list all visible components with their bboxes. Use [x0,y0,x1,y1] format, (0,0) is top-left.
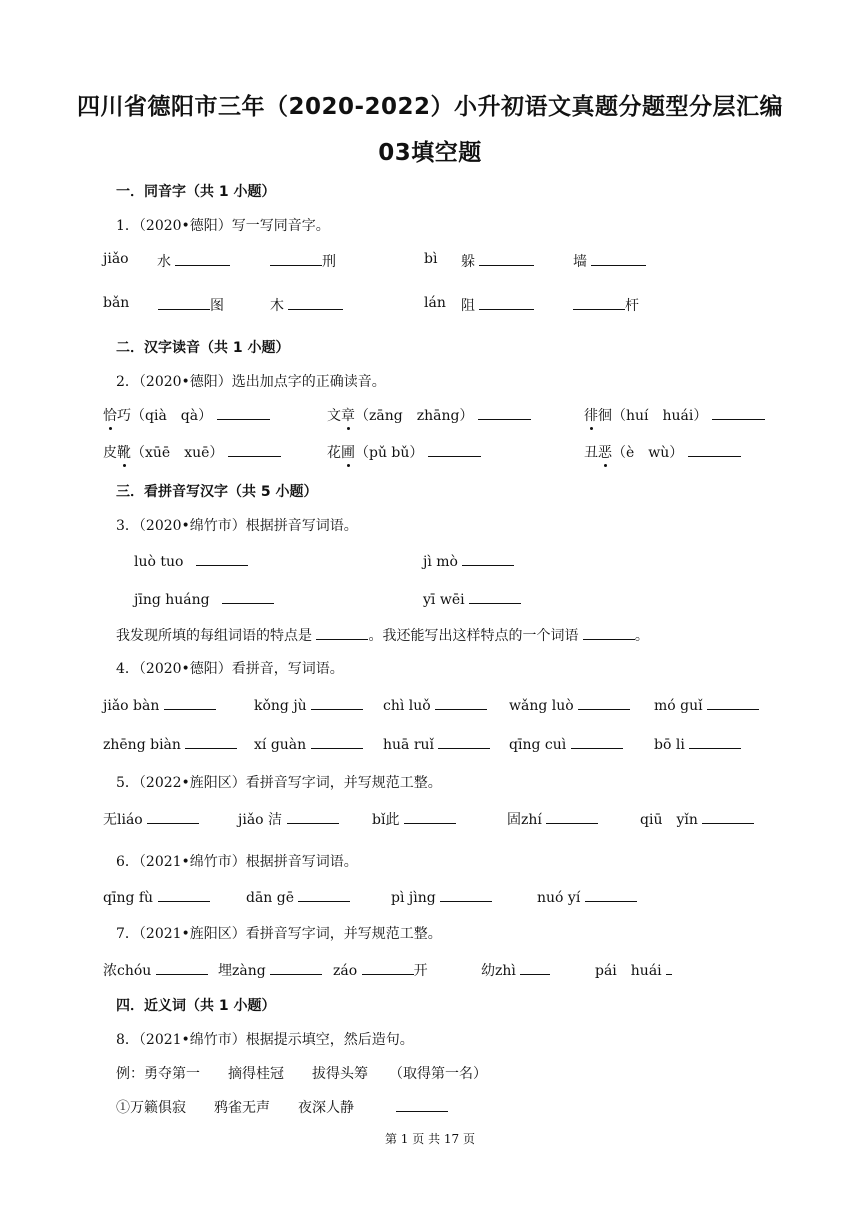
q1-pinyin: bì [424,251,438,267]
answer-blank[interactable] [571,735,623,749]
q4-item: wǎng luò [509,696,630,714]
answer-blank[interactable] [546,810,598,824]
answer-blank[interactable] [147,810,199,824]
q2-item: 恰巧（qià qà） [103,405,270,425]
answer-blank[interactable] [479,252,534,266]
q4-item: jiǎo bàn [103,696,216,714]
answer-blank[interactable] [438,735,490,749]
q5-item: 固zhí [507,809,598,829]
answer-blank[interactable] [158,296,210,310]
question-3-stem: 3．（2020•绵竹市）根据拼音写词语。 [116,518,358,534]
answer-blank[interactable] [185,735,237,749]
question-5-stem: 5．（2022•旌阳区）看拼音写字词，并写规范工整。 [116,775,442,791]
answer-blank[interactable] [469,590,521,604]
answer-blank[interactable] [689,735,741,749]
answer-blank[interactable] [217,406,270,420]
page-footer: 第 1 页 共 17 页 [384,1132,476,1146]
q1-item: 木 [270,295,343,315]
answer-blank[interactable] [585,888,637,902]
answer-blank[interactable] [583,626,635,640]
q3-item: jīng huáng [134,590,274,608]
q3-item: luò tuo [134,552,248,570]
answer-blank[interactable] [196,552,248,566]
section-heading-3: 三．看拼音写汉字（共 5 小题） [116,484,318,500]
q6-item: pì jìng [391,888,492,906]
q2-item: 文章（zāng zhāng） [327,405,531,425]
q6-item: qīng fù [103,888,210,906]
page-number: 1 [400,1132,409,1146]
q4-item: kǒng jù [254,696,363,714]
q4-item: zhēng biàn [103,735,237,753]
answer-blank[interactable] [520,961,550,975]
document-title-line1: 四川省德阳市三年（2020-2022）小升初语文真题分题型分层汇编 [76,94,784,120]
answer-blank[interactable] [396,1098,448,1112]
answer-blank[interactable] [573,296,625,310]
question-6-stem: 6．（2021•绵竹市）根据拼音写词语。 [116,854,358,870]
question-7-stem: 7．（2021•旌阳区）看拼音写字词，并写规范工整。 [116,926,442,942]
answer-blank[interactable] [578,696,630,710]
q6-item: nuó yí [537,888,637,906]
page-total: 17 [443,1132,460,1146]
q7-item: 浓chóu [103,960,208,980]
q2-item: 徘徊（huí huái） [584,405,765,425]
q8-example: 例：勇夺第一 摘得桂冠 拔得头筹 （取得第一名） [116,1066,487,1082]
q5-item: bǐ此 [372,809,456,829]
answer-blank[interactable] [462,552,514,566]
q1-item: 躲 [461,251,534,271]
q1-pinyin: bǎn [103,295,130,311]
q6-item: dān gē [246,888,350,906]
q2-item: 丑恶（è wù） [584,442,741,462]
answer-blank[interactable] [712,406,765,420]
q1-item: 阻 [461,295,534,315]
answer-blank[interactable] [707,696,759,710]
q7-item: 埋zàng [218,960,322,980]
answer-blank[interactable] [175,252,230,266]
q7-item: záo 开 [333,963,428,979]
question-4-stem: 4．（2020•德阳）看拼音，写词语。 [116,661,344,677]
answer-blank[interactable] [428,443,481,457]
answer-blank[interactable] [440,888,492,902]
q1-pinyin: jiǎo [103,251,129,267]
answer-blank[interactable] [287,810,339,824]
answer-blank[interactable] [156,961,208,975]
q1-item: 刑 [270,251,336,271]
answer-blank[interactable] [435,696,487,710]
answer-blank[interactable] [591,252,646,266]
answer-blank[interactable] [404,810,456,824]
q3-item: yī wēi [423,590,521,608]
answer-blank[interactable] [702,810,754,824]
question-8-stem: 8．（2021•绵竹市）根据提示填空，然后造句。 [116,1032,414,1048]
answer-blank[interactable] [316,626,368,640]
answer-blank[interactable] [164,696,216,710]
answer-blank[interactable] [158,888,210,902]
section-heading-2: 二．汉字读音（共 1 小题） [116,340,290,356]
answer-blank[interactable] [270,252,322,266]
answer-blank[interactable] [222,590,274,604]
answer-blank[interactable] [288,296,343,310]
q1-item: 水 [157,251,230,271]
q4-item: mó guǐ [654,696,759,714]
q1-item: 墙 [573,251,646,271]
q1-item: 图 [158,295,224,315]
q8-item-1: ①万籁俱寂 鸦雀无声 夜深人静 [116,1097,448,1117]
q4-item: qīng cuì [509,735,623,753]
q5-item: jiǎo 洁 [238,809,339,829]
answer-blank[interactable] [270,961,322,975]
q3-summary: 我发现所填的每组词语的特点是 。我还能写出这样特点的一个词语 。 [116,628,649,644]
q2-item: 皮靴（xūē xuē） [103,442,281,462]
q5-item: qiū yǐn [640,809,754,829]
document-title-line2: 03填空题 [378,140,482,166]
q2-item: 花圃（pǔ bǔ） [327,442,481,462]
q4-item: xí guàn [254,735,363,753]
q7-item: 幼zhì [481,960,550,980]
section-heading-4: 四．近义词（共 1 小题） [116,998,276,1014]
answer-blank[interactable] [228,443,281,457]
answer-blank[interactable] [362,961,414,975]
answer-blank[interactable] [311,696,363,710]
answer-blank[interactable] [479,296,534,310]
answer-blank[interactable] [478,406,531,420]
answer-blank[interactable] [666,961,672,975]
question-2-stem: 2．（2020•德阳）选出加点字的正确读音。 [116,374,386,390]
answer-blank[interactable] [298,888,350,902]
q7-item: pái huái [595,960,672,980]
answer-blank[interactable] [311,735,363,749]
q1-pinyin: lán [424,295,446,311]
q4-item: bō li [654,735,741,753]
q3-item: jì mò [423,552,514,570]
q1-item: 杆 [573,295,639,315]
q4-item: huā ruǐ [383,735,490,753]
q4-item: chì luǒ [383,696,487,714]
q5-item: 无liáo [103,809,199,829]
question-1-stem: 1．（2020•德阳）写一写同音字。 [116,218,330,234]
answer-blank[interactable] [688,443,741,457]
section-heading-1: 一．同音字（共 1 小题） [116,184,276,200]
